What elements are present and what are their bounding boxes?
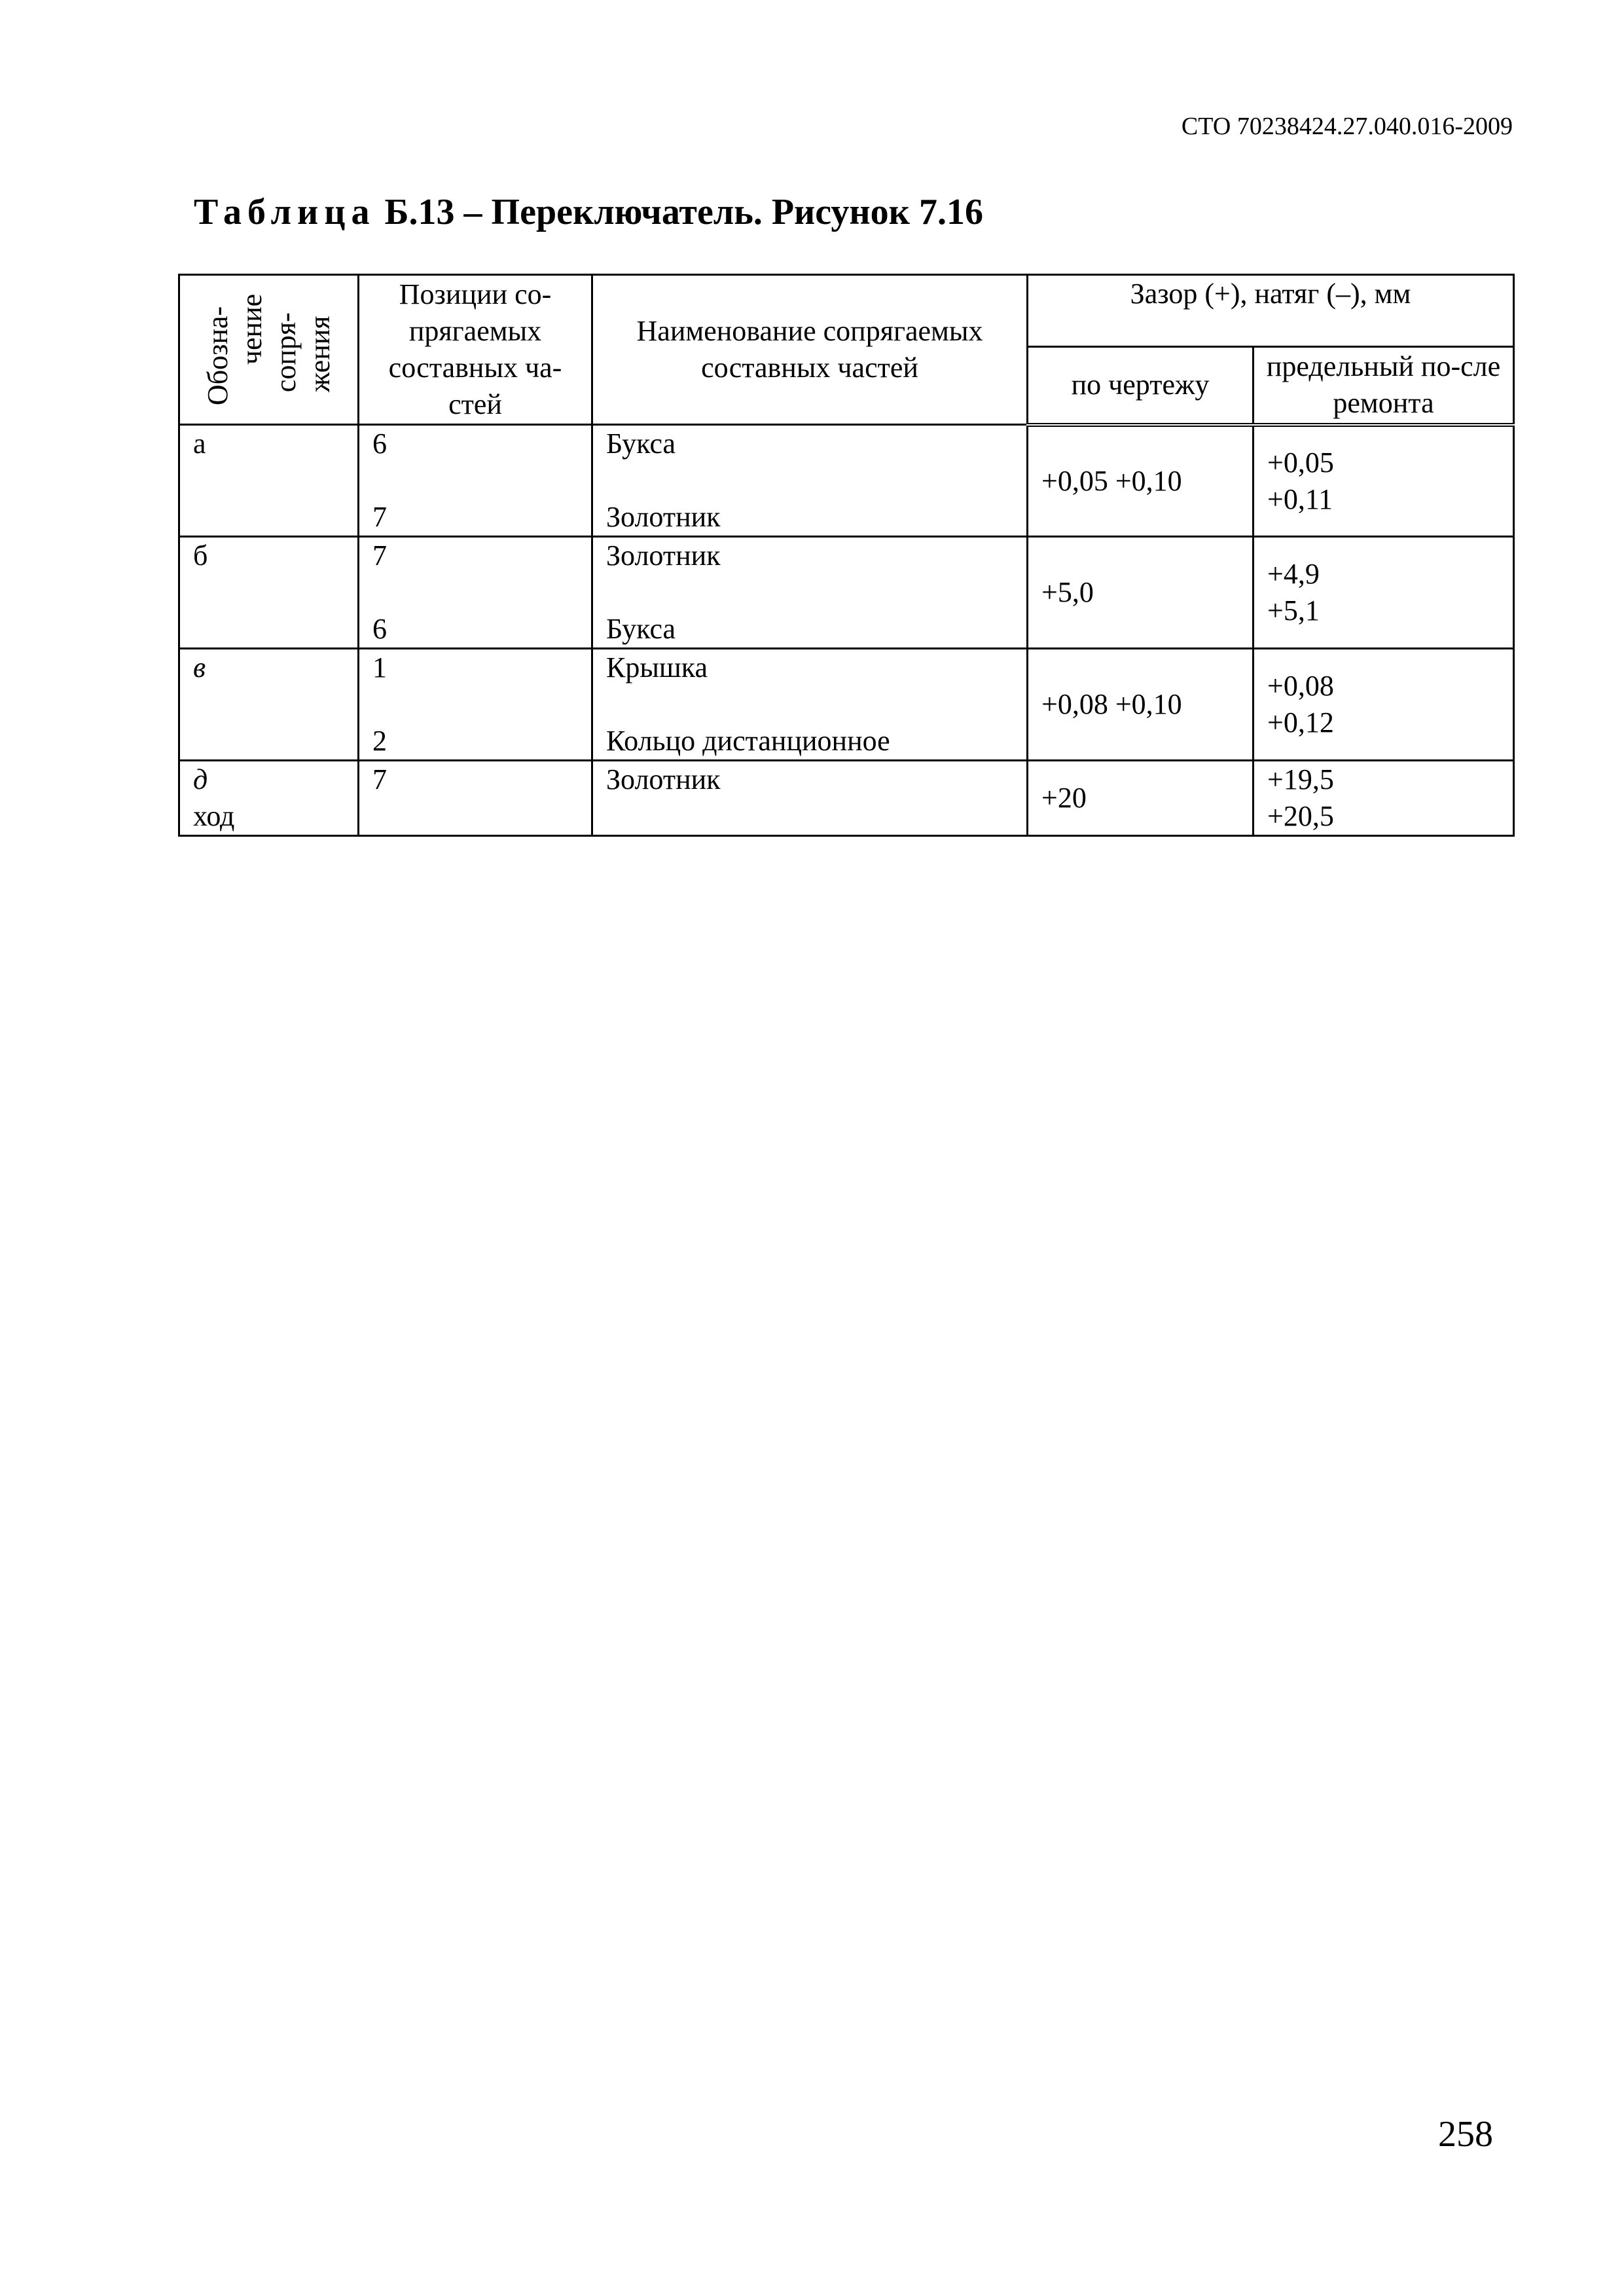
limit-value: +19,5 (1267, 763, 1334, 795)
limit-value: +5,1 (1267, 594, 1320, 627)
limit-cell (1254, 649, 1514, 761)
positions-cell: 7 (359, 761, 592, 836)
positions-cell (359, 649, 592, 761)
table-row (179, 537, 1514, 649)
limit-value: +20,5 (1267, 800, 1334, 832)
by-drawing-cell: +0,08 +0,10 (1028, 649, 1254, 761)
header-positions: Позиции со-прягаемых составных ча-стей (359, 275, 592, 425)
header-gap-group: Зазор (+), натяг (–), мм (1028, 275, 1514, 347)
part-name-top: Крышка (606, 651, 708, 683)
part-name-bottom: Букса (606, 613, 676, 645)
by-drawing-cell: +20 (1028, 761, 1254, 836)
position-top: 6 (372, 428, 387, 460)
part-name-cell (592, 425, 1028, 537)
table-title-label: Таблица (194, 192, 376, 232)
position-top: 1 (372, 651, 387, 683)
by-drawing-cell: +0,05 +0,10 (1028, 425, 1254, 537)
document-code: СТО 70238424.27.040.016-2009 (1181, 113, 1513, 140)
limit-value: +0,11 (1267, 483, 1333, 515)
designation-cell: в (179, 649, 359, 761)
spec-table (178, 274, 1515, 837)
by-drawing-cell: +5,0 (1028, 537, 1254, 649)
header-designation-line: Обозна- (201, 306, 234, 406)
table-title (194, 194, 983, 230)
positions-cell (359, 425, 592, 537)
designation-cell (179, 761, 359, 836)
limit-cell (1254, 425, 1514, 537)
header-part-name: Наименование сопрягаемых составных частей (592, 275, 1028, 425)
part-name-cell (592, 649, 1028, 761)
header-by-drawing: по чертежу (1028, 346, 1254, 424)
part-name-cell (592, 537, 1028, 649)
limit-value: +0,08 (1267, 670, 1334, 702)
part-name-bottom: Золотник (606, 501, 721, 533)
limit-value: +0,05 (1267, 446, 1334, 479)
part-name-bottom: Кольцо дистанционное (606, 725, 890, 757)
limit-value: +0,12 (1267, 706, 1334, 738)
header-designation (179, 275, 359, 425)
position-top: 7 (372, 539, 387, 572)
positions-cell (359, 537, 592, 649)
table-row (179, 425, 1514, 537)
table-row (179, 649, 1514, 761)
limit-cell (1254, 761, 1514, 836)
page-number: 258 (1438, 2114, 1493, 2155)
header-limit-after-repair: предельный по-сле ремонта (1254, 346, 1514, 424)
designation-cell: а (179, 425, 359, 537)
header-designation-line: чение (235, 293, 268, 365)
header-designation-line: сопря- (269, 312, 302, 393)
part-name-top: Золотник (606, 539, 721, 572)
part-name-top: Букса (606, 428, 676, 460)
limit-cell (1254, 537, 1514, 649)
table-row (179, 761, 1514, 836)
header-designation-line: жения (303, 316, 336, 393)
designation-note: ход (193, 800, 235, 832)
position-bottom: 2 (372, 725, 387, 757)
limit-value: +4,9 (1267, 558, 1320, 590)
designation-letter: д (193, 763, 208, 795)
part-name-cell: Золотник (592, 761, 1028, 836)
table-title-text: Б.13 – Переключатель. Рисунок 7.16 (384, 192, 983, 232)
position-bottom: 7 (372, 501, 387, 533)
designation-cell: б (179, 537, 359, 649)
position-bottom: 6 (372, 613, 387, 645)
